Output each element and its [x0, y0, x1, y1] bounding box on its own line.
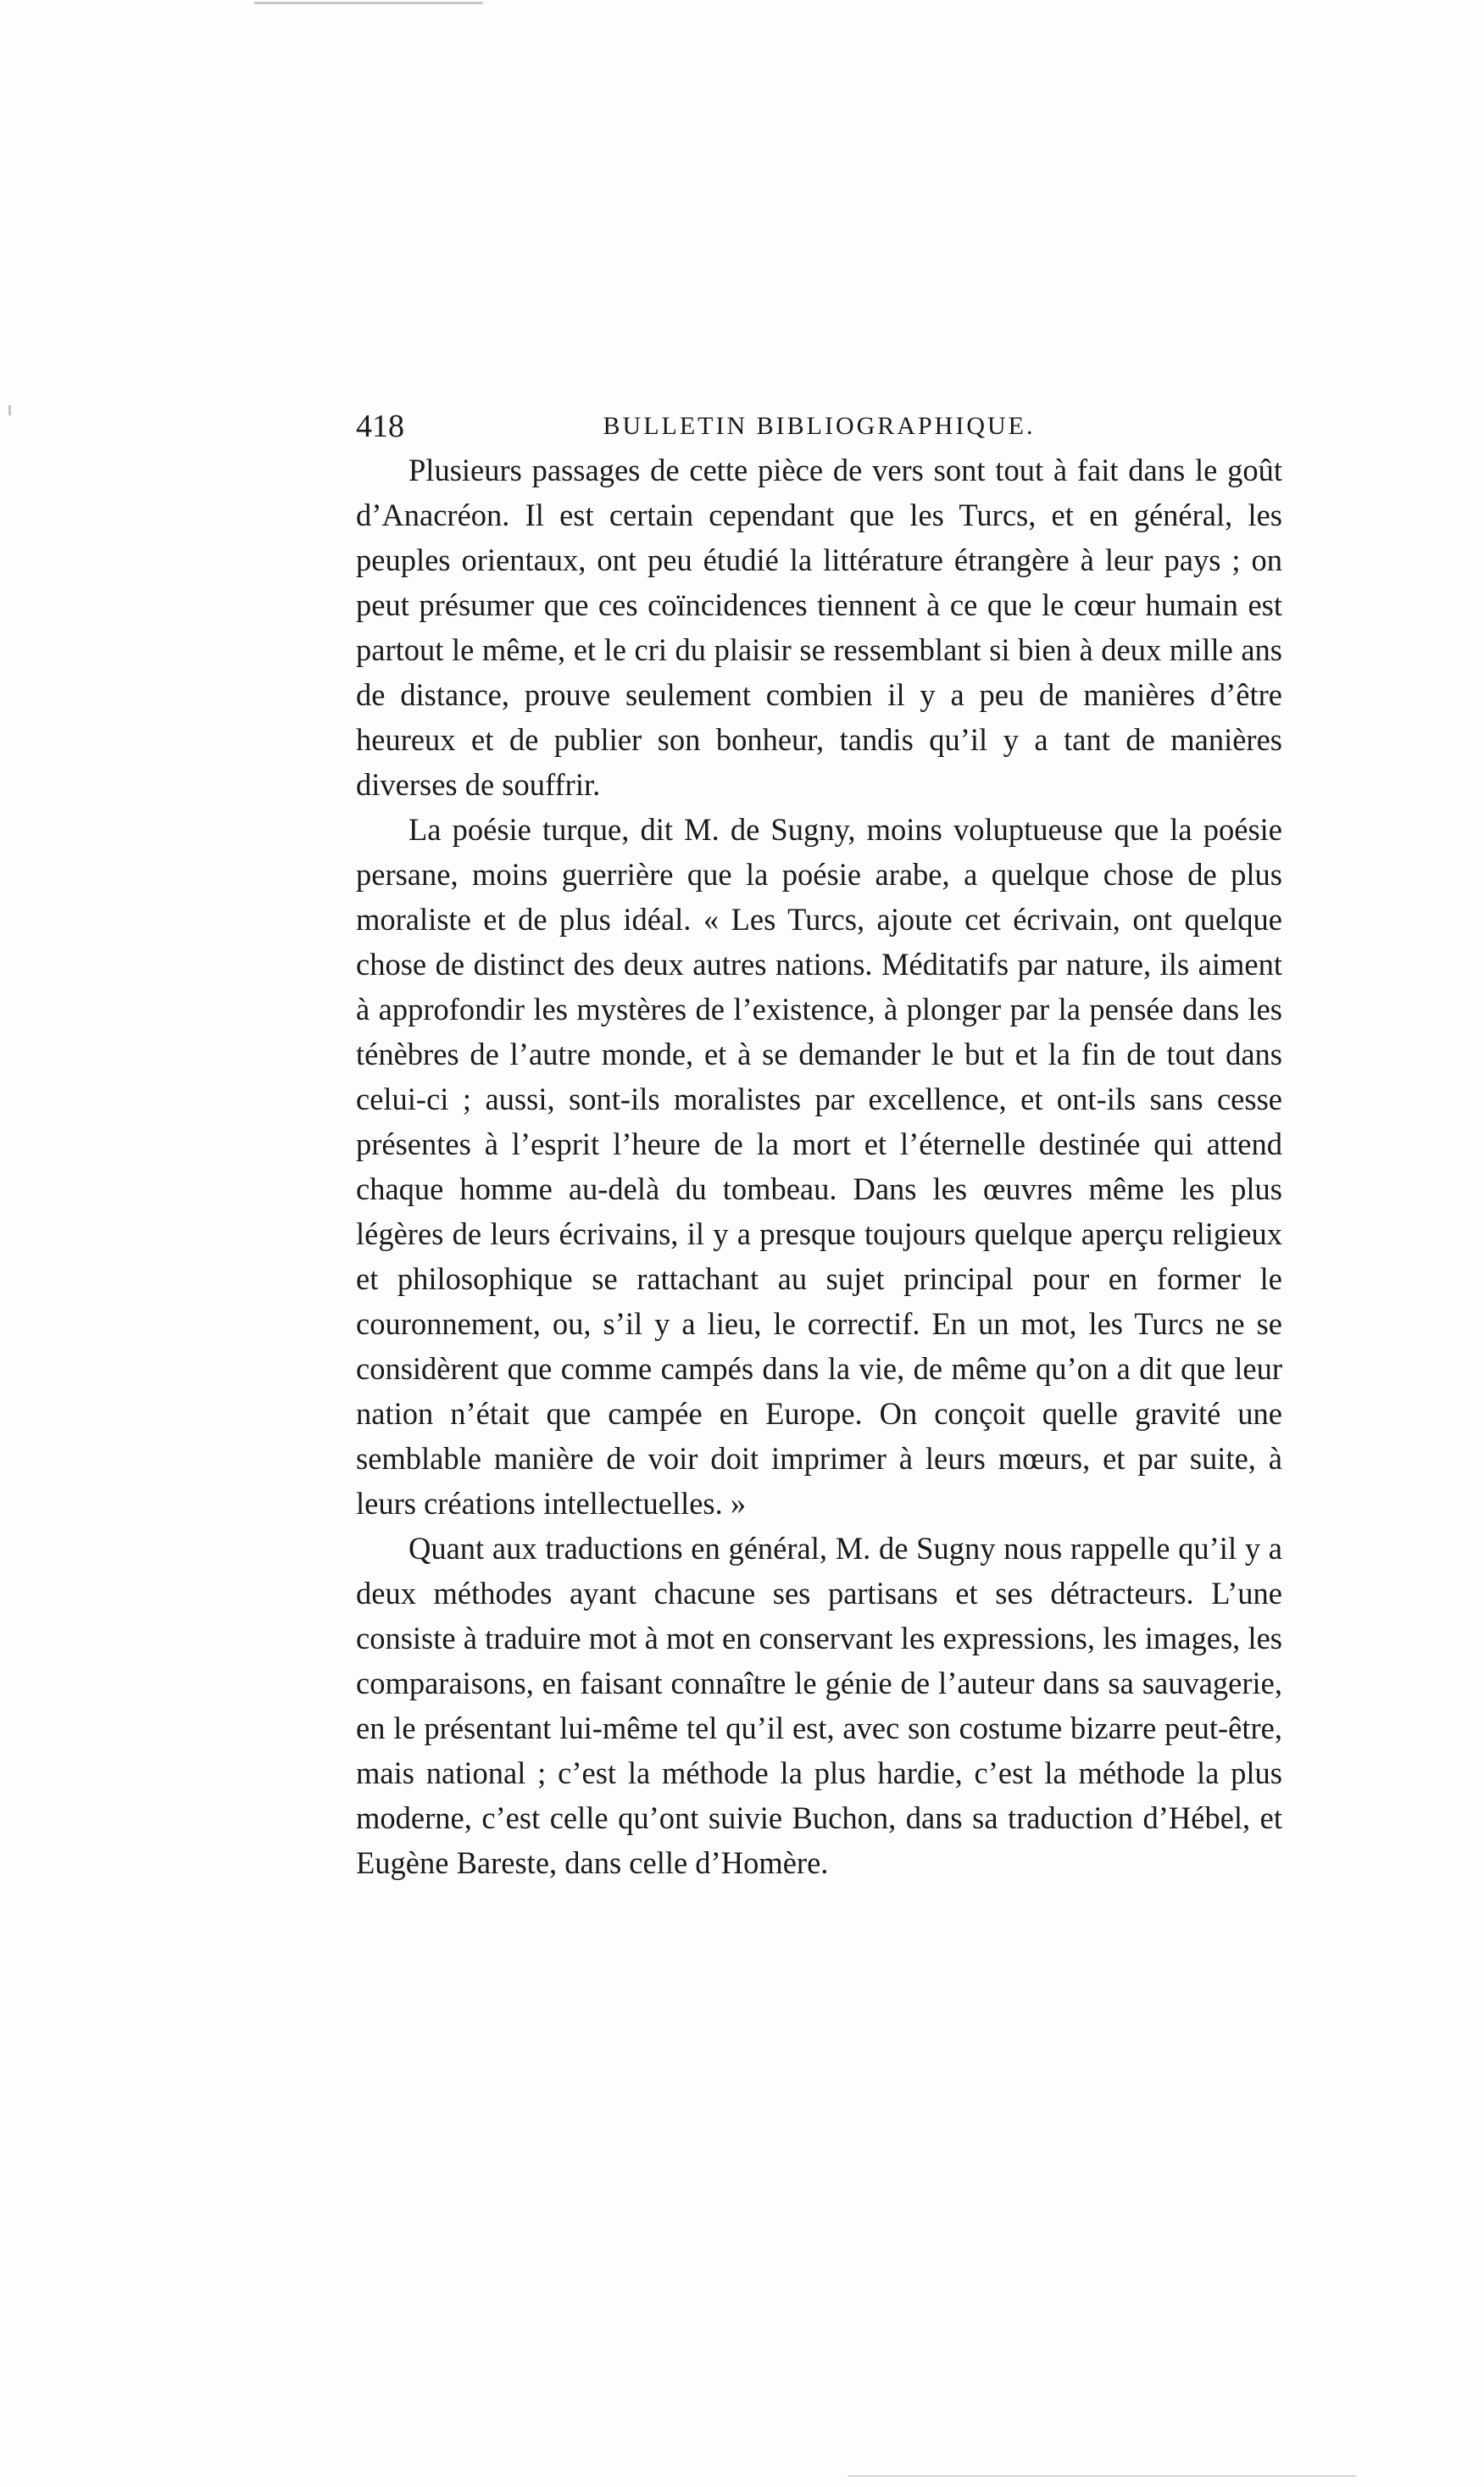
scan-artifact-left — [8, 405, 11, 415]
scan-artifact-bottom — [848, 2475, 1356, 2477]
scan-artifact-top — [254, 2, 483, 4]
paragraph-translations: Quant aux traductions en général, M. de Sugny nous rappelle qu’il y a deux méthodes ayant chacune ses partisans et ses détracteurs. L’une consiste à traduire mot à mot en conservant les expressions, les images, les comparaisons, en faisant connaître le génie de l’auteur dans sa sauvagerie, en le présentant lui-même tel qu’il est, avec son costume bizarre peut-être, mais national ; c’est la méthode la plus hardie, c’est la méthode la plus moderne, c’est celle qu’ont suivie Buchon, dans sa traduction d’Hébel, et Eugène Bareste, dans celle d’Homère. — [356, 1531, 1282, 1880]
page-header — [356, 405, 1282, 448]
paragraph-anacreon: Plusieurs passages de cette pièce de vers sont tout à fait dans le goût d’Anacréon. Il est certain cependant que les Turcs, et en général, les peuples orientaux, ont peu étudié la littérature étrangère à leur pays ; on peut présumer que ces coïncidences tiennent à ce que le cœur humain est partout le même, et le cri du plaisir se ressemblant si bien à deux mille ans de distance, prouve seulement combien il y a peu de manières d’être heureux et de publier son bonheur, tandis qu’il y a tant de manières diverses de souffrir. — [356, 453, 1282, 802]
body-text — [356, 448, 1282, 1885]
page-number: 418 — [356, 409, 404, 444]
running-title: BULLETIN BIBLIOGRAPHIQUE. — [603, 412, 1036, 440]
paragraph-turkish-poetry: La poésie turque, dit M. de Sugny, moins voluptueuse que la poésie persane, moins guerrière que la poésie arabe, a quelque chose de plus moraliste et de plus idéal. « Les Turcs, ajoute cet écrivain, ont quelque chose de distinct des deux autres nations. Méditatifs par nature, ils aiment à approfondir les mystères de l’existence, à plonger par la pensée dans les ténèbres de l’autre monde, et à se demander le but et la fin de tout dans celui-ci ; aussi, sont-ils moralistes par excellence, et ont-ils sans cesse présentes à l’esprit l’heure de la mort et l’éternelle destinée qui attend chaque homme au-delà du tombeau. Dans les œuvres même les plus légères de leurs écrivains, il y a presque toujours quelque aperçu religieux et philosophique se rattachant au sujet principal pour en former le couronnement, ou, s’il y a lieu, le correctif. En un mot, les Turcs ne se considèrent que comme campés dans la vie, de même qu’on a dit que leur nation n’était que campée en Europe. On conçoit quelle gravité une semblable manière de voir doit imprimer à leurs mœurs, et par suite, à leurs créations intellectuelles. » — [356, 812, 1282, 1521]
